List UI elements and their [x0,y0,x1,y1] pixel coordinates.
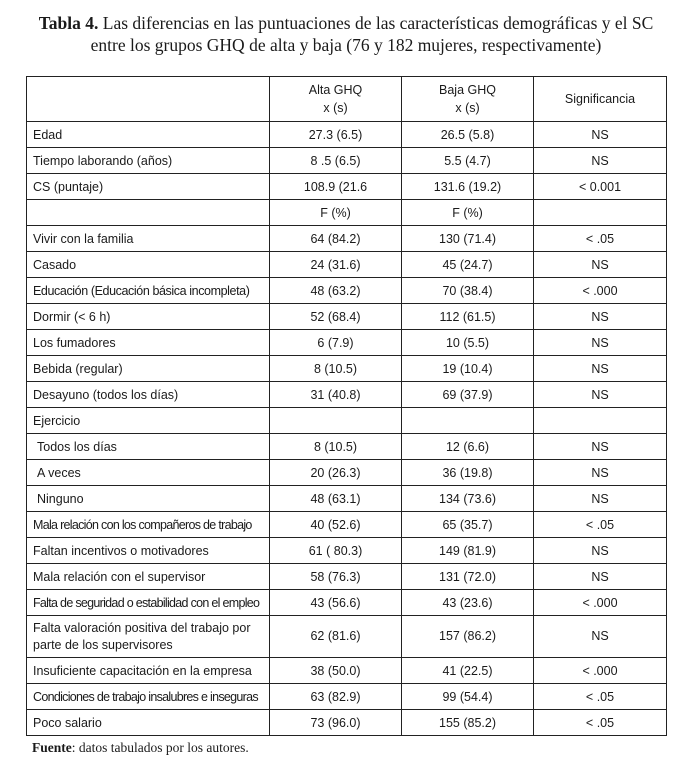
cell-significancia: NS [534,382,667,408]
header-empty [27,77,270,122]
cell-significancia: NS [534,148,667,174]
row-label: Casado [27,252,270,278]
caption-line1: Las diferencias en las puntuaciones de las características demográficas y el SC [102,13,654,33]
table-row [27,512,667,538]
row-label: Desayuno (todos los días) [27,382,270,408]
row-label: Mala relación con los compañeros de trabajo [27,512,270,538]
header-alta-sub: x (s) [323,101,348,115]
cell-significancia: NS [534,252,667,278]
cell-significancia: NS [534,616,667,658]
cell-significancia: NS [534,122,667,148]
row-label: Edad [27,122,270,148]
cell-baja: 130 (71.4) [402,226,534,252]
table-row [27,616,667,658]
table-row [27,356,667,382]
cell-significancia: < .05 [534,226,667,252]
table-row [27,658,667,684]
table-row [27,710,667,736]
table-row [27,174,667,200]
cell-baja: 19 (10.4) [402,356,534,382]
subheader-row [27,200,667,226]
row-label [27,200,270,226]
caption-label: Tabla 4. [38,13,99,33]
cell-significancia: NS [534,434,667,460]
cell-baja: 149 (81.9) [402,538,534,564]
cell-alta: 48 (63.1) [270,486,402,512]
cell-alta: 43 (56.6) [270,590,402,616]
cell-alta: 108.9 (21.6 [270,174,402,200]
table-row [27,148,667,174]
cell-alta: 48 (63.2) [270,278,402,304]
header-significancia: Significancia [534,77,667,122]
cell-alta [270,408,402,434]
header-alta-title: Alta GHQ [308,83,363,97]
cell-significancia: < .05 [534,684,667,710]
cell-alta: 73 (96.0) [270,710,402,736]
cell-baja: 36 (19.8) [402,460,534,486]
row-label: Dormir (< 6 h) [27,304,270,330]
cell-significancia: < .05 [534,710,667,736]
header-alta-ghq [270,77,402,122]
cell-significancia [534,408,667,434]
table-row [27,382,667,408]
cell-significancia: NS [534,356,667,382]
cell-alta: 20 (26.3) [270,460,402,486]
row-label: Bebida (regular) [27,356,270,382]
row-label: Insuficiente capacitación en la empresa [27,658,270,684]
cell-baja: 26.5 (5.8) [402,122,534,148]
table-row [27,460,667,486]
header-baja-sub: x (s) [455,101,480,115]
table-row [27,304,667,330]
cell-significancia: < 0.001 [534,174,667,200]
cell-alta: 63 (82.9) [270,684,402,710]
cell-alta: 52 (68.4) [270,304,402,330]
row-label: Tiempo laborando (años) [27,148,270,174]
cell-baja: 5.5 (4.7) [402,148,534,174]
row-label: CS (puntaje) [27,174,270,200]
table-row [27,434,667,460]
cell-alta: 8 .5 (6.5) [270,148,402,174]
cell-significancia: < .05 [534,512,667,538]
cell-baja [402,408,534,434]
cell-significancia: NS [534,564,667,590]
row-label: Educación (Educación básica incompleta) [27,278,270,304]
results-table [26,76,667,736]
cell-significancia: NS [534,538,667,564]
header-row [27,77,667,122]
row-label: Ejercicio [27,408,270,434]
cell-baja: 131 (72.0) [402,564,534,590]
cell-baja: 157 (86.2) [402,616,534,658]
cell-alta: 62 (81.6) [270,616,402,658]
table-row [27,538,667,564]
row-label: Poco salario [27,710,270,736]
table-row [27,122,667,148]
cell-significancia: < .000 [534,658,667,684]
source-text: : datos tabulados por los autores. [71,740,249,755]
cell-alta: 31 (40.8) [270,382,402,408]
cell-alta: 40 (52.6) [270,512,402,538]
cell-alta: F (%) [270,200,402,226]
table-row [27,252,667,278]
cell-baja: 43 (23.6) [402,590,534,616]
row-label: Condiciones de trabajo insalubres e inseguras [27,684,270,710]
cell-alta: 8 (10.5) [270,434,402,460]
cell-baja: 41 (22.5) [402,658,534,684]
table-row [27,330,667,356]
cell-alta: 61 ( 80.3) [270,538,402,564]
cell-baja: 134 (73.6) [402,486,534,512]
cell-baja: 10 (5.5) [402,330,534,356]
row-label: Falta valoración positiva del trabajo por parte de los supervisores [27,616,270,658]
cell-baja: 99 (54.4) [402,684,534,710]
cell-baja: F (%) [402,200,534,226]
cell-baja: 155 (85.2) [402,710,534,736]
row-label: Vivir con la familia [27,226,270,252]
table-row [27,226,667,252]
cell-baja: 70 (38.4) [402,278,534,304]
cell-baja: 131.6 (19.2) [402,174,534,200]
row-label: Todos los días [27,434,270,460]
row-label: Ninguno [27,486,270,512]
cell-alta: 38 (50.0) [270,658,402,684]
cell-significancia: NS [534,330,667,356]
header-baja-title: Baja GHQ [439,83,496,97]
cell-alta: 6 (7.9) [270,330,402,356]
cell-alta: 8 (10.5) [270,356,402,382]
header-baja-ghq [402,77,534,122]
table-caption [24,12,668,56]
table-row [27,684,667,710]
table-row [27,486,667,512]
cell-alta: 58 (76.3) [270,564,402,590]
cell-alta: 27.3 (6.5) [270,122,402,148]
cell-significancia: NS [534,460,667,486]
table-row [27,278,667,304]
row-label: Falta de seguridad o estabilidad con el empleo [27,590,270,616]
row-label: A veces [27,460,270,486]
cell-alta: 24 (31.6) [270,252,402,278]
cell-baja: 112 (61.5) [402,304,534,330]
cell-significancia [534,200,667,226]
group-row [27,408,667,434]
cell-significancia: NS [534,486,667,512]
cell-baja: 45 (24.7) [402,252,534,278]
row-label: Los fumadores [27,330,270,356]
cell-baja: 12 (6.6) [402,434,534,460]
table-row [27,590,667,616]
cell-significancia: NS [534,304,667,330]
cell-significancia: < .000 [534,278,667,304]
caption-line2: entre los grupos GHQ de alta y baja (76 y 182 mujeres, respectivamente) [90,35,602,55]
row-label: Mala relación con el supervisor [27,564,270,590]
table-row [27,564,667,590]
row-label: Faltan incentivos o motivadores [27,538,270,564]
source-note [32,740,249,756]
cell-baja: 69 (37.9) [402,382,534,408]
cell-significancia: < .000 [534,590,667,616]
cell-alta: 64 (84.2) [270,226,402,252]
source-label: Fuente [32,740,72,755]
cell-baja: 65 (35.7) [402,512,534,538]
